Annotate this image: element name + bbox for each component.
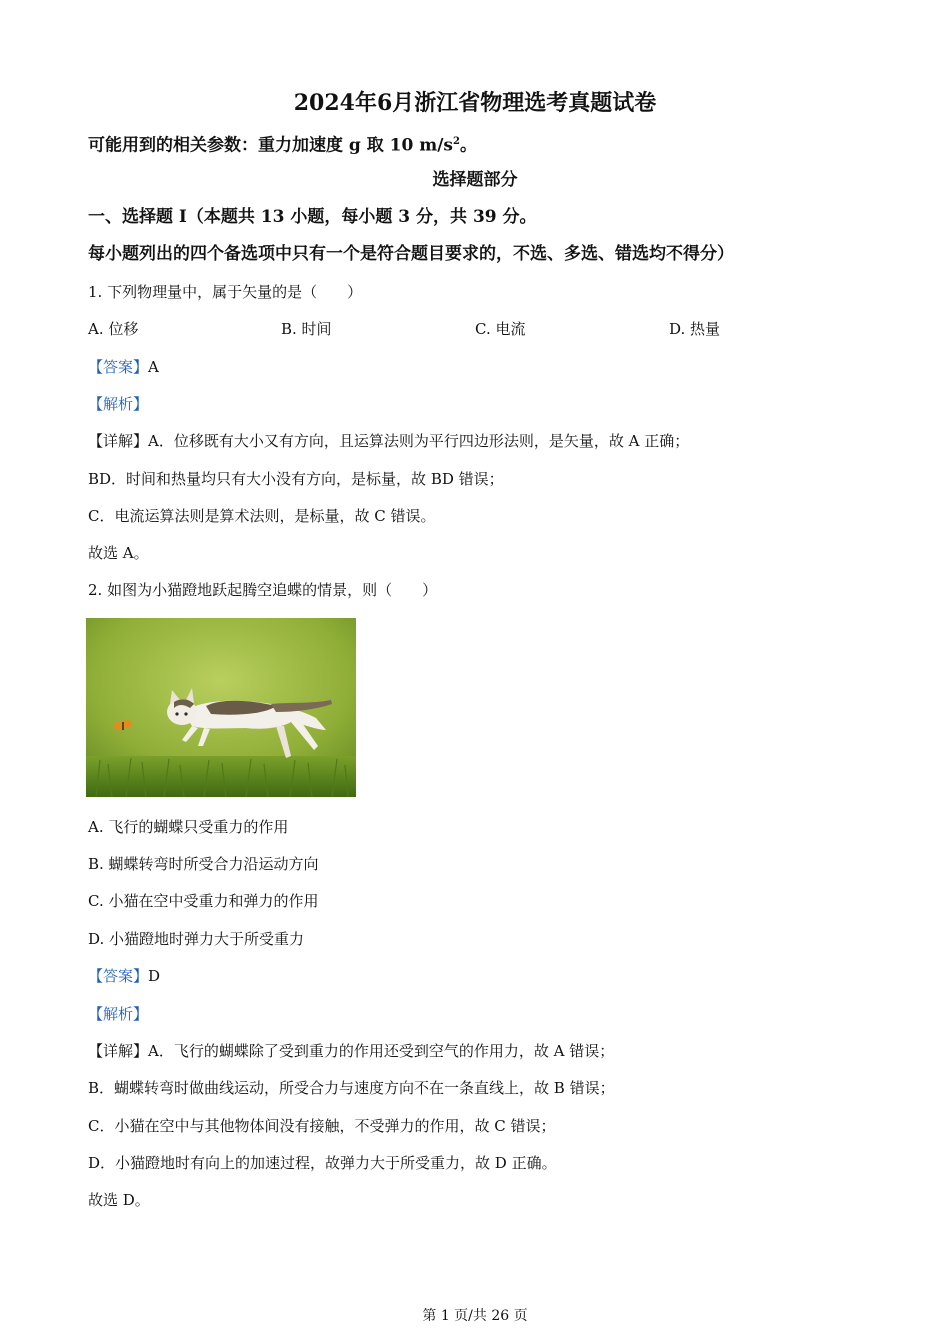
kitten-butterfly-photo <box>86 618 356 797</box>
q2-option-d: D. 小猫蹬地时弹力大于所受重力 <box>88 930 305 948</box>
q1-detail-4: 故选 A。 <box>88 544 149 562</box>
section-title: 选择题部分 <box>432 170 518 190</box>
q2-stem: 2. 如图为小猫蹬地跃起腾空追蝶的情景，则（ ） <box>88 581 438 599</box>
parameters-line: 可能用到的相关参数：重力加速度 g 取 10 $m/s^2$。 <box>88 135 477 156</box>
q2-option-a: A. 飞行的蝴蝶只受重力的作用 <box>88 818 289 836</box>
q1-option-c: C. 电流 <box>475 320 526 338</box>
part1-header: 一、选择题 I（本题共 13 小题，每小题 3 分，共 39 分。 <box>88 207 537 227</box>
q2-detail-4: D．小猫蹬地时有向上的加速过程，故弹力大于所受重力，故 D 正确。 <box>88 1154 557 1172</box>
q2-detail-5: 故选 D。 <box>88 1191 150 1209</box>
q1-detail-3: C．电流运算法则是算术法则，是标量，故 C 错误。 <box>88 507 436 525</box>
part1-note: 每小题列出的四个备选项中只有一个是符合题目要求的，不选、多选、错选均不得分） <box>88 244 734 264</box>
q1-stem: 1. 下列物理量中，属于矢量的是（ ） <box>88 283 363 301</box>
q1-analysis-tag: 【解析】 <box>88 395 149 413</box>
q1-answer: 【答案】A <box>88 358 159 376</box>
q2-option-c: C. 小猫在空中受重力和弹力的作用 <box>88 892 319 910</box>
q2-detail-3: C．小猫在空中与其他物体间没有接触，不受弹力的作用，故 C 错误； <box>88 1117 556 1135</box>
q2-analysis-tag: 【解析】 <box>88 1005 149 1023</box>
q1-detail-1: 【详解】A．位移既有大小又有方向，且运算法则为平行四边形法则，是矢量，故 A 正确； <box>88 432 690 450</box>
q1-option-a: A. 位移 <box>88 320 139 338</box>
q2-option-b: B. 蝴蝶转弯时所受合力沿运动方向 <box>88 855 319 873</box>
page-title: 2024年6月浙江省物理选考真题试卷 <box>293 90 657 116</box>
q1-detail-2: BD．时间和热量均只有大小没有方向，是标量，故 BD 错误； <box>88 470 504 488</box>
q1-option-b: B. 时间 <box>281 320 332 338</box>
q2-detail-2: B．蝴蝶转弯时做曲线运动，所受合力与速度方向不在一条直线上，故 B 错误； <box>88 1079 615 1097</box>
q1-option-d: D. 热量 <box>669 320 721 338</box>
q2-answer: 【答案】D <box>88 967 161 985</box>
q2-detail-1: 【详解】A．飞行的蝴蝶除了受到重力的作用还受到空气的作用力，故 A 错误； <box>88 1042 615 1060</box>
page-footer: 第 1 页/共 26 页 <box>422 1308 528 1324</box>
